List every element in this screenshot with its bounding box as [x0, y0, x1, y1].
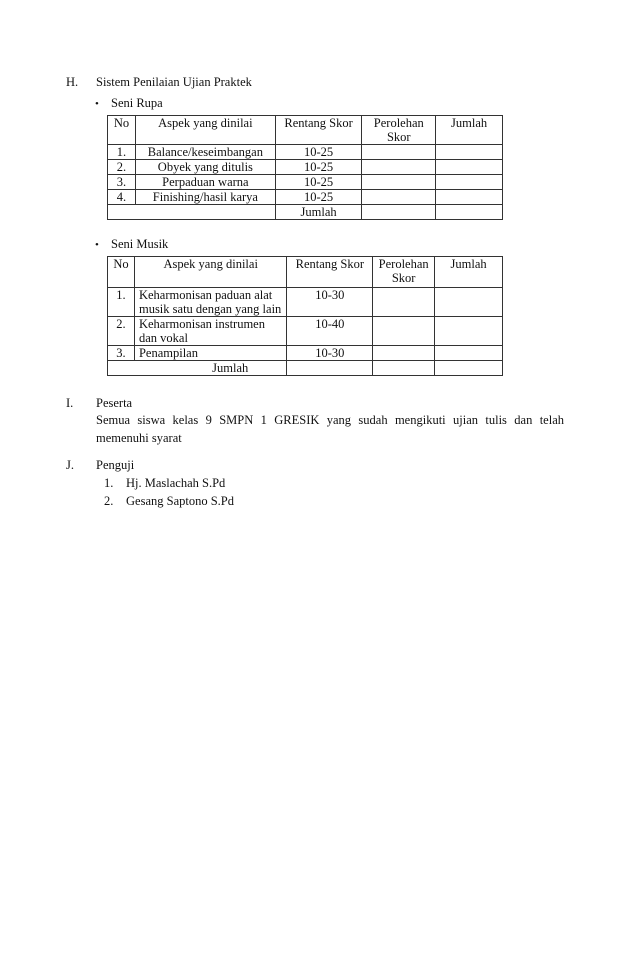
cell-no: 1.	[108, 145, 136, 160]
cell-jumlah	[436, 160, 503, 175]
section-letter: H.	[66, 75, 79, 89]
cell-rentang: 10-25	[275, 190, 362, 205]
examiner-number: 2.	[104, 494, 114, 508]
table-row	[108, 145, 503, 160]
cell-no: 3.	[108, 346, 135, 361]
cell-jumlah	[436, 145, 503, 160]
seni-musik-table	[107, 256, 503, 376]
cell-perolehan	[373, 346, 435, 361]
table-row	[108, 175, 503, 190]
bullet-icon: •	[95, 239, 99, 251]
cell-jumlah	[436, 205, 503, 220]
cell-aspek: Keharmonisan paduan alat musik satu dengan yang lain	[134, 288, 286, 317]
table-row	[108, 190, 503, 205]
cell-perolehan	[362, 145, 436, 160]
examiner-name: Gesang Saptono S.Pd	[126, 494, 234, 508]
table-row	[108, 317, 503, 346]
examiner-name: Hj. Maslachah S.Pd	[126, 476, 226, 490]
cell-perolehan	[362, 175, 436, 190]
header-aspek: Aspek yang dinilai	[134, 257, 286, 288]
total-label: Jumlah	[108, 361, 287, 376]
table-total-row	[108, 205, 503, 220]
cell-jumlah	[435, 288, 503, 317]
examiner-number: 1.	[104, 476, 114, 490]
table-header-row	[108, 116, 503, 145]
header-no: No	[108, 116, 136, 145]
section-letter: J.	[66, 458, 74, 472]
cell-perolehan	[373, 361, 435, 376]
cell-aspek: Obyek yang ditulis	[135, 160, 275, 175]
total-spacer	[108, 205, 276, 220]
peserta-paragraph	[96, 411, 564, 447]
header-perolehan: Perolehan Skor	[362, 116, 436, 145]
cell-no: 3.	[108, 175, 136, 190]
cell-rentang: 10-30	[287, 288, 373, 317]
cell-no: 1.	[108, 288, 135, 317]
cell-jumlah	[435, 317, 503, 346]
cell-perolehan	[362, 190, 436, 205]
section-h-heading	[66, 75, 252, 90]
cell-no: 2.	[108, 160, 136, 175]
cell-jumlah	[435, 361, 503, 376]
section-title: Sistem Penilaian Ujian Praktek	[96, 75, 252, 89]
cell-perolehan	[362, 160, 436, 175]
seni-rupa-table	[107, 115, 503, 220]
cell-no: 4.	[108, 190, 136, 205]
cell-rentang: 10-25	[275, 175, 362, 190]
header-rentang: Rentang Skor	[275, 116, 362, 145]
seni-musik-label: Seni Musik	[111, 237, 169, 251]
table-row	[108, 288, 503, 317]
cell-no: 2.	[108, 317, 135, 346]
cell-aspek: Perpaduan warna	[135, 175, 275, 190]
cell-jumlah	[436, 175, 503, 190]
header-jumlah: Jumlah	[435, 257, 503, 288]
cell-rentang: 10-25	[275, 145, 362, 160]
cell-aspek: Keharmonisan instrumen dan vokal	[134, 317, 286, 346]
cell-jumlah	[435, 346, 503, 361]
section-letter: I.	[66, 396, 74, 410]
bullet-icon: •	[95, 98, 99, 110]
cell-jumlah	[436, 190, 503, 205]
header-no: No	[108, 257, 135, 288]
peserta-line-1: Semua siswa kelas 9 SMPN 1 GRESIK yang sudah mengikuti ujian tulis dan telah	[96, 413, 564, 427]
cell-aspek: Finishing/hasil karya	[135, 190, 275, 205]
examiner-item	[104, 476, 225, 491]
table-total-row	[108, 361, 503, 376]
seni-musik-heading	[95, 237, 168, 253]
table-row	[108, 346, 503, 361]
cell-rentang: 10-40	[287, 317, 373, 346]
examiner-item	[104, 494, 234, 509]
cell-aspek: Balance/keseimbangan	[135, 145, 275, 160]
cell-perolehan	[362, 205, 436, 220]
table-row	[108, 160, 503, 175]
cell-aspek: Penampilan	[134, 346, 286, 361]
seni-rupa-heading	[95, 96, 163, 112]
cell-perolehan	[373, 317, 435, 346]
cell-rentang: 10-25	[275, 160, 362, 175]
cell-rentang: 10-30	[287, 346, 373, 361]
seni-rupa-label: Seni Rupa	[111, 96, 163, 110]
section-title: Penguji	[96, 458, 135, 472]
cell-rentang	[287, 361, 373, 376]
total-label: Jumlah	[275, 205, 362, 220]
header-rentang: Rentang Skor	[287, 257, 373, 288]
section-i-heading	[66, 396, 132, 411]
header-perolehan: Perolehan Skor	[373, 257, 435, 288]
section-j-heading	[66, 458, 134, 473]
peserta-line-2: memenuhi syarat	[96, 431, 182, 445]
header-jumlah: Jumlah	[436, 116, 503, 145]
section-title: Peserta	[96, 396, 133, 410]
table-header-row	[108, 257, 503, 288]
header-aspek: Aspek yang dinilai	[135, 116, 275, 145]
cell-perolehan	[373, 288, 435, 317]
